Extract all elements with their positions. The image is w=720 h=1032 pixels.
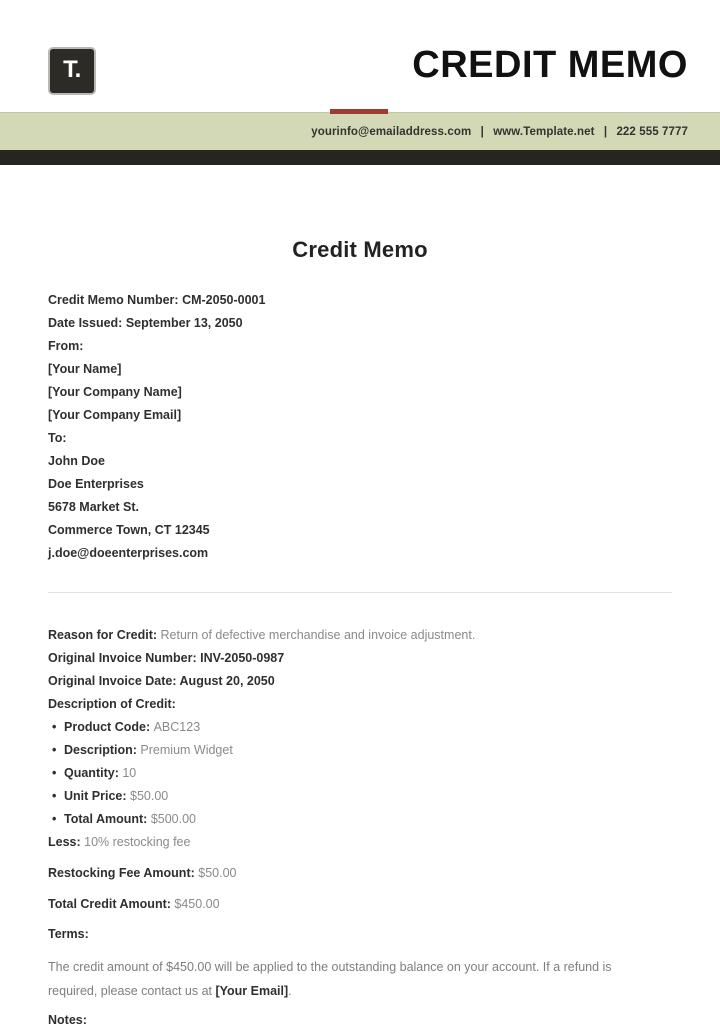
to-label: To: (48, 431, 67, 445)
contact-band (0, 112, 720, 150)
memo-number-line (48, 289, 672, 312)
from-line-name: [Your Name] (48, 362, 122, 376)
memo-number-value: CM-2050-0001 (182, 293, 266, 307)
terms-text-tail: . (288, 984, 292, 998)
date-issued-line (48, 312, 672, 335)
from-line-company: [Your Company Name] (48, 385, 182, 399)
page-title: Credit Memo (292, 237, 428, 262)
list-item (48, 716, 672, 739)
less-line (48, 831, 672, 854)
terms-email-placeholder: [Your Email] (215, 984, 289, 998)
original-invoice-number-line (48, 647, 672, 670)
from-label: From: (48, 339, 84, 353)
item-value: ABC123 (153, 720, 201, 734)
date-issued-label: Date Issued: (48, 316, 123, 330)
item-label: Total Amount: (64, 812, 148, 826)
memo-meta-block (48, 289, 672, 565)
original-invoice-date-line (48, 670, 672, 693)
dark-accent-band (0, 150, 720, 165)
contact-separator-2: | (603, 125, 608, 138)
contact-phone: 222 555 7777 (616, 125, 688, 138)
contact-info (311, 126, 688, 138)
section-divider (48, 592, 672, 593)
terms-label: Terms: (48, 927, 89, 941)
to-line-company: Doe Enterprises (48, 477, 144, 491)
description-of-credit-label: Description of Credit: (48, 697, 176, 711)
restocking-fee-label: Restocking Fee Amount: (48, 866, 195, 880)
original-invoice-date-label: Original Invoice Date: (48, 674, 177, 688)
restocking-fee-line (48, 862, 672, 885)
brand-logo (48, 47, 96, 95)
document-header (0, 0, 720, 112)
list-item (48, 739, 672, 762)
to-line-city: Commerce Town, CT 12345 (48, 523, 210, 537)
header-bands (0, 112, 720, 165)
item-label: Product Code: (64, 720, 151, 734)
notes-label: Notes: (48, 1013, 87, 1027)
list-item (48, 785, 672, 808)
memo-number-label: Credit Memo Number: (48, 293, 179, 307)
restocking-fee-value: $50.00 (198, 866, 237, 880)
less-value: 10% restocking fee (84, 835, 191, 849)
total-credit-line (48, 893, 672, 916)
date-issued-value: September 13, 2050 (125, 316, 243, 330)
reason-for-credit-value: Return of defective merchandise and invoice adjustment. (160, 628, 476, 642)
terms-paragraph (48, 955, 663, 1003)
item-label: Unit Price: (64, 789, 127, 803)
terms-text-lead: The credit amount of $450.00 will be applied to the outstanding balance on your account. If a refund is required, please contact us at (48, 960, 612, 998)
contact-email: yourinfo@emailaddress.com (311, 125, 472, 138)
credit-items-list (48, 716, 672, 831)
original-invoice-number-label: Original Invoice Number: (48, 651, 197, 665)
total-credit-label: Total Credit Amount: (48, 897, 171, 911)
item-value: $50.00 (130, 789, 169, 803)
original-invoice-date-value: August 20, 2050 (179, 674, 275, 688)
item-value: $500.00 (150, 812, 196, 826)
list-item (48, 762, 672, 785)
total-credit-value: $450.00 (174, 897, 220, 911)
reason-for-credit-line (48, 624, 672, 647)
to-line-street: 5678 Market St. (48, 500, 140, 514)
contact-website: www.Template.net (493, 125, 595, 138)
original-invoice-number-value: INV-2050-0987 (200, 651, 285, 665)
red-accent-tab (330, 109, 388, 114)
document-body (0, 165, 720, 1032)
item-value: Premium Widget (140, 743, 233, 757)
reason-for-credit-label: Reason for Credit: (48, 628, 158, 642)
from-line-email: [Your Company Email] (48, 408, 182, 422)
document-type-title: CREDIT MEMO (412, 44, 688, 86)
list-item (48, 808, 672, 831)
logo-text: T. (63, 56, 81, 83)
item-label: Description: (64, 743, 137, 757)
item-label: Quantity: (64, 766, 119, 780)
contact-separator-1: | (480, 125, 484, 138)
to-line-name: John Doe (48, 454, 105, 468)
credit-details-block (48, 624, 672, 1032)
to-line-email: j.doe@doeenterprises.com (48, 546, 209, 560)
item-value: 10 (122, 766, 137, 780)
less-label: Less: (48, 835, 81, 849)
